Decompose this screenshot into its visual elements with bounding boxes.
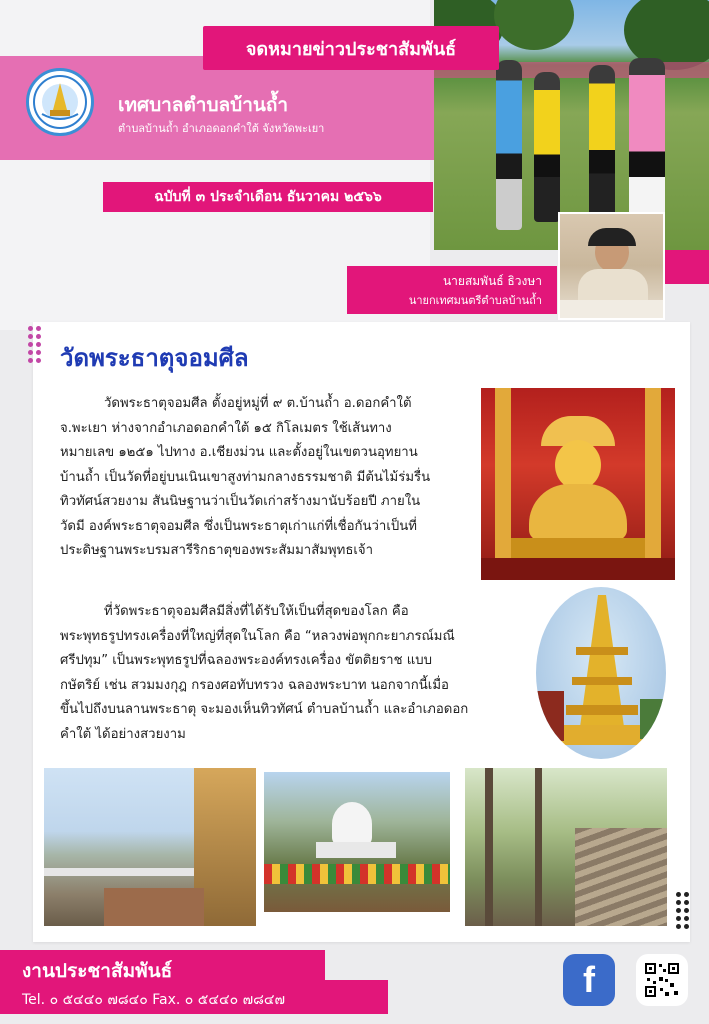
viewpoint-photo	[44, 768, 256, 926]
mayor-title: นายกเทศมนตรีตำบลบ้านถ้ำ	[408, 294, 542, 307]
mayor-name: นายสมพันธ์ ธิวงษา	[442, 274, 542, 288]
text-line: ประดิษฐานพระบรมสารีริกธาตุของพระสัมมาสัมพุทธเจ้า	[60, 543, 374, 558]
mayor-photo	[558, 212, 665, 320]
text-line: ที่วัดพระธาตุจอมศีลมีสิ่งที่ได้รับให้เป็นที่สุดของโลก คือ	[104, 604, 409, 619]
text-line: ศรีปทุม” เป็นพระพุทธรูปที่ฉลองพระองค์ทรงเครื่อง ขัตติยราช แบบ	[60, 653, 432, 668]
newsletter-title: จดหมายข่าวประชาสัมพันธ์	[203, 26, 499, 70]
organization-name: เทศบาลตำบลบ้านถ้ำ	[118, 94, 289, 116]
text-line: กษัตริย์ เช่น สวมมงกุฎ กรองศอทับทรวง ฉลองพระบาท นอกจากนี้เมื่อ	[60, 677, 449, 693]
facebook-icon[interactable]: f	[563, 954, 615, 1006]
text-line: บ้านถ้ำ เป็นวัดที่อยู่บนเนินเขาสูงท่ามกลางธรรมชาติ มีต้นไม้ร่มรื่น	[60, 469, 431, 485]
text-line: ขึ้นไปถึงบนลานพระธาตุ จะมองเห็นทิวทัศน์ ตำบลบ้านถ้ำ และอำเภอดอก	[60, 702, 469, 717]
article-paragraph-2	[60, 600, 512, 747]
logo-seal-icon	[26, 68, 94, 136]
text-line: คำใต้ ได้อย่างสวยงาม	[60, 726, 186, 742]
organization-address: ตำบลบ้านถ้ำ อำเภอดอกคำใต้ จังหวัดพะเยา	[118, 122, 325, 135]
issue-label: ฉบับที่ ๓ ประจำเดือน ธันวาคม ๒๕๖๖	[103, 182, 433, 212]
text-line: ทิวทัศน์สวยงาม สันนิษฐานว่าเป็นวัดเก่าสร้างมานับร้อยปี ภายใน	[60, 494, 421, 509]
footer-contact: Tel. ๐ ๕๔๔๐ ๗๘๔๐ Fax. ๐ ๕๔๔๐ ๗๘๔๗	[22, 992, 286, 1008]
decorative-dots	[28, 326, 41, 363]
qr-code-icon[interactable]	[636, 954, 688, 1006]
article-title: วัดพระธาตุจอมศีล	[60, 344, 249, 372]
buddha-statue-photo	[481, 388, 675, 580]
decorative-dots	[676, 892, 689, 929]
text-line: วัดพระธาตุจอมศีล ตั้งอยู่หมู่ที่ ๙ ต.บ้านถ้ำ อ.ดอกคำใต้	[104, 396, 412, 411]
text-line: วัดมี องค์พระธาตุจอมศีล ซึ่งเป็นพระธาตุเก่าแก่ที่เชื่อกันว่าเป็นที่	[60, 518, 417, 534]
decorative-bar	[665, 250, 709, 284]
text-line: หมายเลข ๑๒๕๑ ไปทาง อ.เชียงม่วน และตั้งอยู่ในเขตวนอุทยาน	[60, 445, 418, 460]
text-line: พระพุทธรูปทรงเครื่องที่ใหญ่ที่สุดในโลก คือ “หลวงพ่อพุกกะยาภรณ์มณี	[60, 628, 455, 644]
footer-title: งานประชาสัมพันธ์	[22, 960, 173, 982]
white-buddha-photo	[264, 772, 450, 912]
stairway-photo	[465, 768, 667, 926]
pagoda-photo	[536, 587, 666, 759]
text-line: จ.พะเยา ห่างจากอำเภอดอกคำใต้ ๑๕ กิโลเมตร ใช้เส้นทาง	[60, 420, 392, 436]
article-paragraph-1	[60, 392, 472, 564]
